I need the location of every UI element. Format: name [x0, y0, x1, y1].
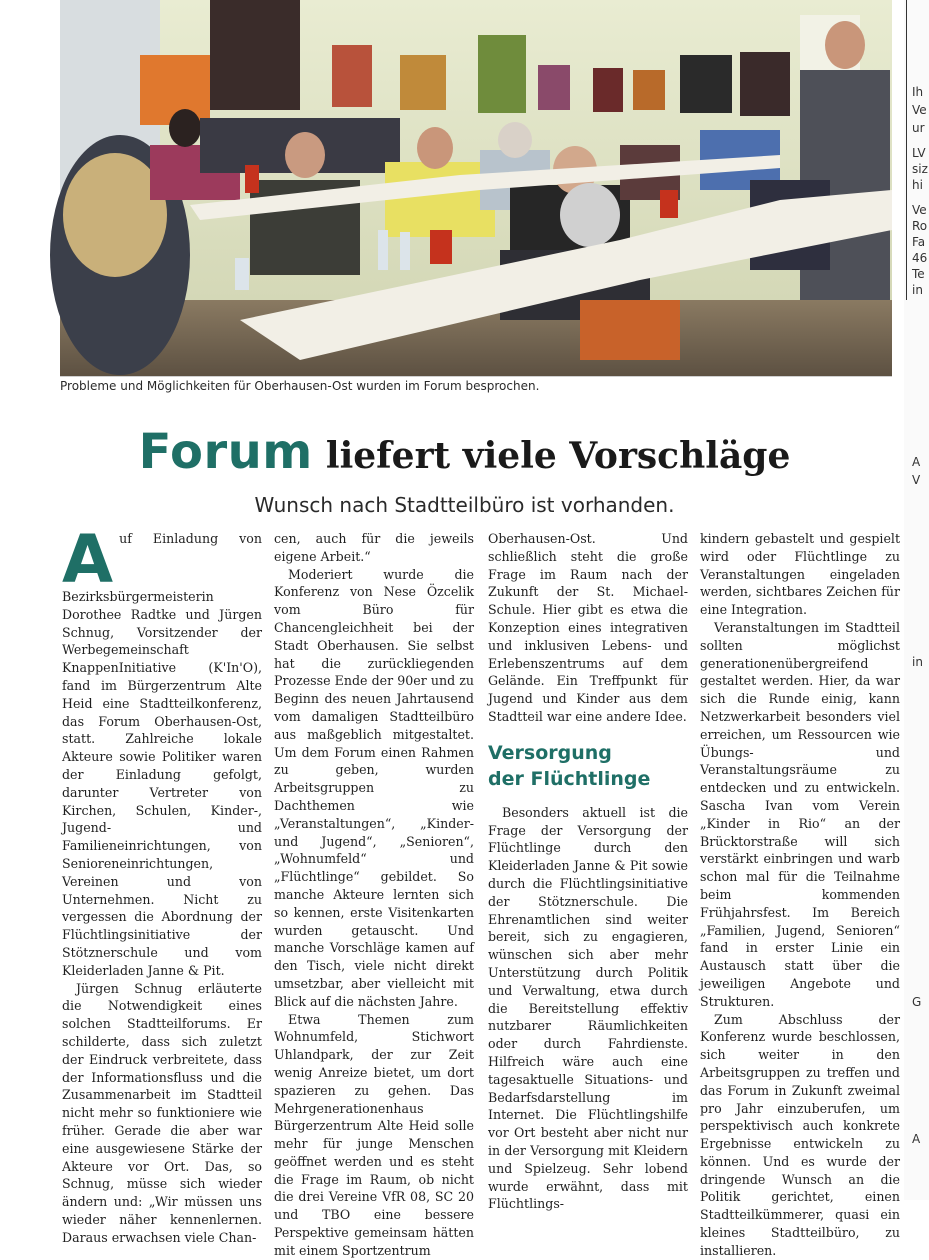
edge-text: V	[912, 473, 921, 487]
paragraph: Besonders aktuell ist die Frage der Versorgung der Flüchtlinge durch den Kleiderladen Janne & Pit sowie durch die Flüchtlingsinitiative der Stötznerschule. Die Ehrenamtlichen sind weiter bereit, sich zu engagieren, wünschen sich aber mehr Unterstützung durch Politik und Verwaltung, etwa durch die Bereitstellung effektiv nutzbarer Räumlichkeiten oder durch Fahrdienste. Hilfreich wäre auch eine tagesaktuelle Situations- und Bedarfsdarstellung im Internet. Die Flüchtlingshilfe vor Ort besteht aber nicht nur in der Versorgung mit Kleidern und Spielzeug. Sehr lobend wurde erwähnt, dass mit Flüchtlings-	[488, 804, 688, 1212]
article-column-1	[62, 521, 262, 1245]
section-subheading	[488, 740, 688, 792]
paragraph: Zum Abschluss der Konferenz wurde beschlossen, sich weiter in den Arbeitsgruppen zu treffen und das Forum in Zukunft zweimal pro Jahr einzuberufen, um perspektivisch auch konkrete Ergebnisse entwickeln zu können. Und es wurde der dringende Wunsch an die Politik gerichtet, einen Stadtteilkümmerer, quasi ein kleines Stadtteilbüro, zu installieren.	[700, 1011, 900, 1258]
paragraph: Moderiert wurde die Konferenz von Nese Özcelik vom Büro für Chancengleichheit bei der Stadt Oberhausen. Sie selbst hat die zurückliegenden Prozesse Ende der 90er und zu Beginn des neuen Jahrtausend vom damaligen Stadtteilbüro aus maßgeblich mitgestaltet. Um dem Forum einen Rahmen zu geben, wurden Arbeitsgruppen zu Dachthemen wie „Veranstaltungen“, „Kinder- und Jugend“, „Senioren“, „Wohnumfeld“ und „Flüchtlinge“ gebildet. So manche Akteure lernten sich so kennen, erste Visitenkarten wurden getauscht. Und manche Vorschläge kamen auf den Tisch, viele nicht direkt umsetzbar, aber vielleicht mit Blick auf die nächsten Jahre.	[274, 566, 474, 1009]
paragraph: Jürgen Schnug erläuterte die Notwendigkeit eines solchen Stadtteilforums. Er schilderte, dass sich zuletzt der Eindruck verbreitete, dass der Informationsfluss und die Zusammenarbeit im Stadtteil nicht mehr so funktioniere wie früher. Gerade die aber war eine ausgewiesene Stärke der Akteure vor Ort. Das, so Schnug, müsse sich wieder ändern und: „Wir müssen uns wieder näher kennenlernen. Daraus erwachsen viele Chan-	[62, 980, 262, 1245]
edge-text: A	[912, 455, 921, 469]
article-column-3	[488, 530, 688, 1212]
edge-text: Ih	[912, 85, 924, 99]
headline-rest: liefert viele Vorschläge	[325, 435, 791, 477]
edge-text: in	[912, 283, 923, 297]
subheading-line: Versorgung	[488, 741, 612, 764]
edge-text: Ve	[912, 103, 927, 117]
edge-text: 46	[912, 251, 928, 265]
article-column-2	[274, 530, 474, 1258]
edge-text: hi	[912, 178, 923, 192]
edge-text: Ro	[912, 219, 928, 233]
edge-rule	[906, 0, 907, 300]
photo-caption: Probleme und Möglichkeiten für Oberhausen-Ost wurden im Forum besprochen.	[60, 379, 540, 393]
article-photo	[60, 0, 892, 377]
edge-text: in	[912, 655, 923, 669]
adjacent-page-edge	[904, 0, 929, 1200]
edge-text: LV	[912, 146, 926, 160]
article-column-4	[700, 530, 900, 1258]
paragraph: kindern gebastelt und gespielt wird oder Flüchtlinge zu Veranstaltungen eingeladen werden, sichtbares Zeichen für eine Integration.	[700, 531, 900, 618]
paragraph: Etwa Themen zum Wohnumfeld, Stichwort Uhlandpark, der zur Zeit wenig Anreize bietet, um dort spazieren zu gehen. Das Mehrgenerationenhaus Bürgerzentrum Alte Heid solle mehr für junge Menschen geöffnet werden und es steht die Frage im Raum, ob nicht die drei Vereine VfR 08, SC 20 und TBO eine bessere Perspektive gemeinsam hätten mit einem Sportzentrum	[274, 1011, 474, 1258]
edge-text: Fa	[912, 235, 926, 249]
paragraph	[62, 521, 262, 980]
drop-cap: A	[62, 521, 114, 598]
headline-accent: Forum	[138, 424, 313, 480]
paragraph: Veranstaltungen im Stadtteil sollten möglichst generationenübergreifend gestaltet werden. Hier, da war sich die Runde einig, kann Netzwerkarbeit besonders viel erreichen, um Ressourcen wie Übungs- und Veranstaltungsräume zu entdecken und zu entwickeln. Sascha Ivan vom Verein „Kinder in Rio“ an der Brücktorstraße will sich verstärkt einbringen und warb schon mal für die Teilnahme beim kommenden Frühjahrsfest. Im Bereich „Familien, Jugend, Senioren“ fand in erster Linie ein Austausch statt über die jeweiligen Angebote und Strukturen.	[700, 619, 900, 1009]
subheadline: Wunsch nach Stadtteilbüro ist vorhanden.	[254, 493, 675, 517]
paragraph: cen, auch für die jeweils eigene Arbeit.“	[274, 531, 474, 564]
edge-text: Ve	[912, 203, 927, 217]
edge-text: A	[912, 1132, 921, 1146]
edge-text: siz	[912, 162, 928, 176]
headline	[0, 424, 929, 480]
edge-text: ur	[912, 121, 925, 135]
edge-text: Te	[912, 267, 925, 281]
subheading-line: der Flüchtlinge	[488, 767, 651, 790]
edge-text: G	[912, 995, 922, 1009]
paragraph-text: uf Einladung von Bezirksbürgermeisterin Dorothee Radtke und Jürgen Schnug, Vorsitzender der Werbegemeinschaft KnappenInitiative (K'In'O), fand im Bürgerzentrum Alte Heid eine Stadtteilkonferenz, das Forum Oberhausen-Ost, statt. Zahlreiche lokale Akteure sowie Politiker waren der Einladung gefolgt, darunter Vertreter von Kirchen, Schulen, Kinder-, Jugend- und Familieneinrichtungen, von Senioreneinrichtungen, Vereinen und von Unternehmen. Nicht zu vergessen die Abordnung der Flüchtlingsinitiative der Stötznerschule und vom Kleiderladen Janne & Pit.	[62, 531, 262, 978]
paragraph: Oberhausen-Ost. Und schließlich steht die große Frage im Raum nach der Zukunft der St. Michael-Schule. Hier gibt es etwa die Konzeption eines integrativen und inklusiven Lebens- und Erlebenszentrums auf dem Gelände. Ein Treffpunkt für Jugend und Kinder aus dem Stadtteil war eine andere Idee.	[488, 531, 688, 724]
